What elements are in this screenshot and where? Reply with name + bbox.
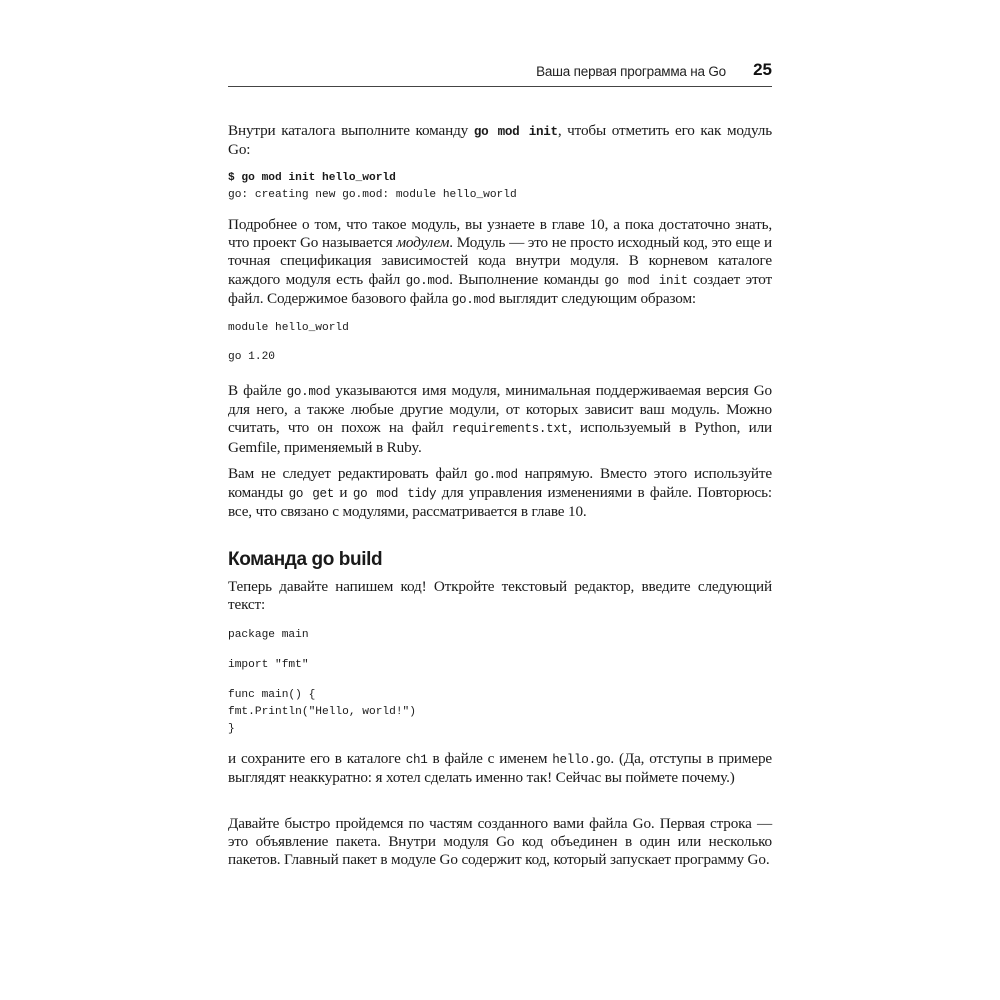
inline-code: go mod init (473, 125, 558, 139)
code-line-func: func main() { (228, 689, 316, 701)
code-block-main-func (228, 687, 772, 738)
inline-code: go.mod (286, 385, 331, 399)
paragraph-write-code: Теперь давайте напишем код! Откройте текстовый редактор, введите следующий текст: (228, 578, 772, 614)
code-output-line: go: creating new go.mod: module hello_world (228, 189, 517, 201)
code-line-close-brace: } (228, 723, 235, 735)
inline-code: go.mod (405, 273, 450, 288)
code-command-line: $ go mod init hello_world (228, 172, 396, 184)
paragraph-go-mod-init: Внутри каталога выполните команду go mod init, чтобы отметить его как модуль Go: (228, 122, 772, 159)
inline-code: ch1 (405, 753, 428, 767)
paragraph-go-mod-contents: В файле go.mod указываются имя модуля, минимальная поддерживаемая версия Go для него, а также любые другие модули, от которых зависит ваш модуль. Можно считать, что он похож на файл requirements.txt, используемый в Python, или Gemfile, применяемый в Ruby. (228, 382, 772, 456)
inline-code: go mod tidy (352, 487, 437, 502)
inline-code: hello.go (552, 753, 611, 767)
inline-code: go.mod (451, 292, 496, 307)
page-number: 25 (753, 60, 772, 79)
code-line-module: module hello_world (228, 322, 349, 334)
code-line-go-version: go 1.20 (228, 351, 275, 363)
emphasis-module: модулем (396, 234, 450, 252)
inline-code: go get (288, 487, 334, 502)
running-header-title: Ваша первая программа на Go (536, 64, 726, 79)
code-line-import: import "fmt" (228, 659, 309, 671)
running-header (228, 60, 772, 87)
paragraph-do-not-edit: Вам не следует редактировать файл go.mod напрямую. Вместо этого используйте команды go get и go mod tidy для управления изменениями в файле. Повторюсь: все, что связано с модулями, рассматривается в главе 10. (228, 465, 772, 521)
paragraph-save-file: и сохраните его в каталоге ch1 в файле с именем hello.go. (Да, отступы в примере выглядят неаккуратно: я хотел сделать именно так! Сейчас вы поймете почему.) (228, 750, 772, 787)
inline-code: requirements.txt (451, 422, 568, 437)
paragraph-module-explanation: Подробнее о том, что такое модуль, вы узнаете в главе 10, а пока достаточно знать, что проект Go называется модулем. Модуль — это не просто исходный код, это еще и точная спецификация зависимостей кода внутри модуля. В корневом каталоге каждого модуля есть файл go.mod. Выполнение команды go mod init создает этот файл. Содержимое базового файла go.mod выглядит следующим образом: (228, 216, 772, 307)
code-block-go-mod-init (228, 170, 772, 204)
code-line-package: package main (228, 629, 309, 641)
section-heading: Команда go build (228, 549, 383, 570)
inline-code: go mod init (604, 273, 688, 288)
inline-code: go.mod (474, 468, 518, 482)
code-line-println: fmt.Println("Hello, world!") (228, 706, 416, 718)
paragraph-package-declaration: Давайте быстро пройдемся по частям созданного вами файла Go. Первая строка — это объявление пакета. Внутри модуля Go код объединен в один или несколько пакетов. Главный пакет в модуле Go содержит код, который запускает программу Go. (228, 815, 772, 869)
